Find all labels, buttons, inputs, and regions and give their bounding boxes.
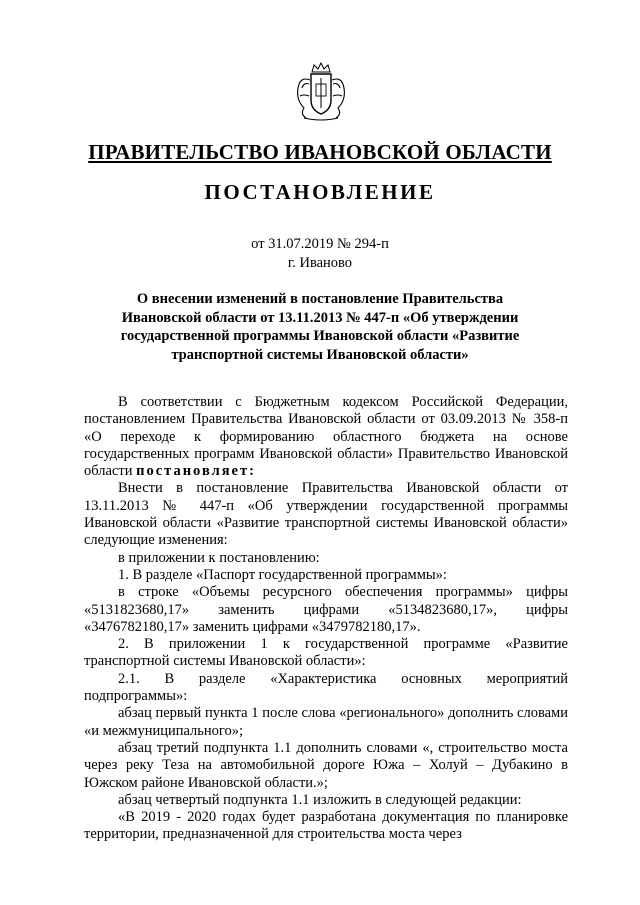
coat-of-arms-icon	[292, 62, 350, 122]
body-paragraph-text: В соответствии с Бюджетным кодексом Российской Федерации, постановлением Правительства Ивановской области от 03.09.2013 № 358-п «О переходе к формированию областного бюджета на основе государственных программ Ивановской области» Правительство Ивановской области	[84, 394, 568, 480]
resolves-keyword: постановляет:	[136, 463, 256, 480]
body-paragraph: абзац первый пункта 1 после слова «регионального» дополнить словами «и межмуниципального»;	[84, 705, 568, 739]
document-body	[84, 394, 568, 844]
body-paragraph: Внести в постановление Правительства Ивановской области от 13.11.2013 № 447-п «Об утверждении государственной программы Ивановской области «Развитие транспортной системы Ивановской области» следующие изменения:	[84, 480, 568, 549]
body-paragraph: абзац четвертый подпункта 1.1 изложить в следующей редакции:	[118, 791, 522, 808]
body-paragraph	[84, 394, 568, 480]
body-paragraph: 1. В разделе «Паспорт государственной программы»:	[118, 566, 447, 583]
body-paragraph: в приложении к постановлению:	[118, 549, 320, 566]
body-paragraph: в строке «Объемы ресурсного обеспечения программы» цифры «5131823680,17» заменить цифрами «5134823680,17», цифры «3476782180,17» заменить цифрами «3479782180,17».	[84, 584, 568, 635]
body-paragraph: «В 2019 - 2020 годах будет разработана документация по планировке территории, предназначенной для строительства моста через	[84, 809, 568, 843]
document-subject: О внесении изменений в постановление Правительства Ивановской области от 13.11.2013 № 447-п «Об утверждении государственной программы Ивановской области «Развитие транспортной системы Ивановской области»	[120, 291, 520, 363]
body-paragraph: 2. В приложении 1 к государственной программе «Развитие транспортной системы Ивановской области»:	[84, 636, 568, 670]
body-paragraph: абзац третий подпункта 1.1 дополнить словами «, строительство моста через реку Теза на автомобильной дороге Южа – Холуй – Дубакино в Южском районе Ивановской области.»;	[84, 739, 568, 791]
document-city: г. Иваново	[287, 255, 353, 271]
document-date-number: от 31.07.2019 № 294-п	[251, 236, 389, 252]
organization-title: ПРАВИТЕЛЬСТВО ИВАНОВСКОЙ ОБЛАСТИ	[88, 140, 552, 164]
body-paragraph: 2.1. В разделе «Характеристика основных мероприятий подпрограммы»:	[84, 670, 568, 705]
document-type: ПОСТАНОВЛЕНИЕ	[204, 180, 436, 204]
